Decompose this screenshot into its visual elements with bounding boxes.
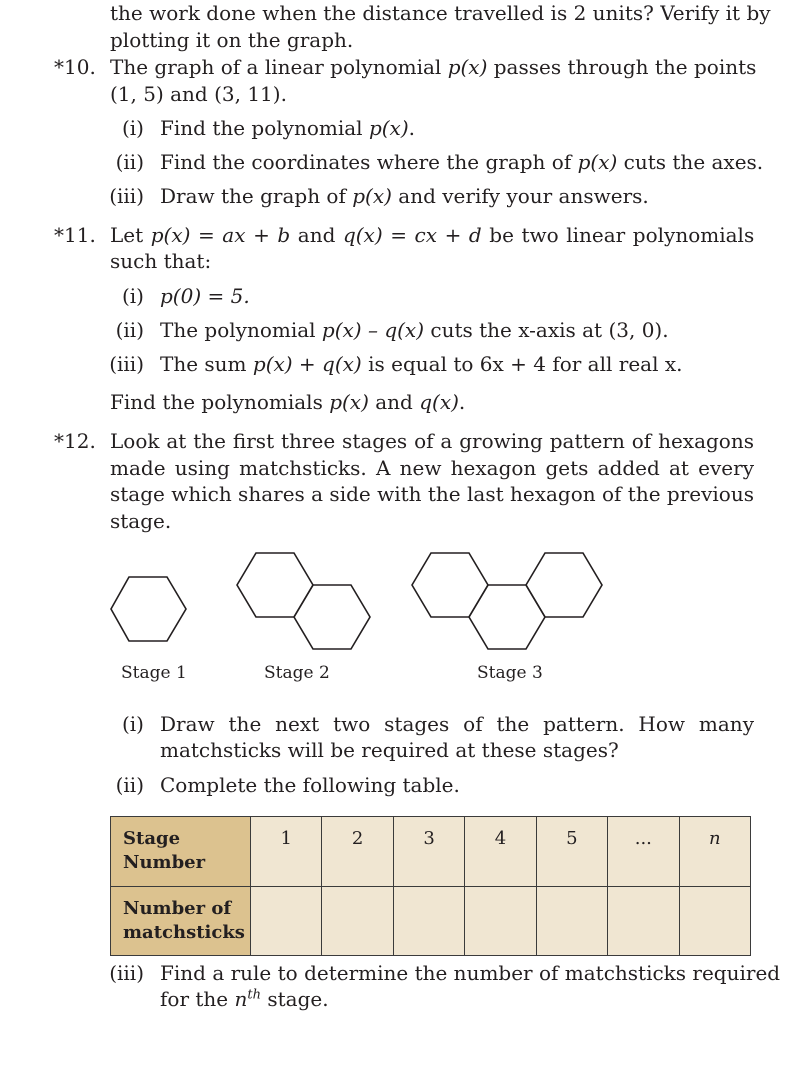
q10-part-ii-number: (ii) bbox=[115, 150, 144, 174]
table-cell-stage: n bbox=[679, 817, 750, 887]
q10-part-i-text: Find the polynomial p(x). bbox=[160, 116, 415, 140]
stage-3-hexagon-1 bbox=[412, 553, 488, 617]
stage-1-label: Stage 1 bbox=[121, 663, 187, 683]
q12-part-iii-number: (iii) bbox=[109, 961, 144, 985]
table-cell-empty bbox=[251, 887, 322, 956]
q11-part-i-text: p(0) = 5. bbox=[160, 284, 250, 308]
question-12-line-1: Look at the first three stages of a growing pattern of hexagons bbox=[110, 429, 754, 453]
q12-part-i-line-2: matchsticks will be required at these stages? bbox=[160, 738, 619, 762]
table-cell-stage: 2 bbox=[322, 817, 393, 887]
matchsticks-table bbox=[110, 816, 751, 956]
question-12-line-4: stage. bbox=[110, 509, 172, 533]
table-cell-stage: 5 bbox=[536, 817, 607, 887]
question-12-line-3: stage which shares a side with the last hexagon of the previous bbox=[110, 482, 754, 506]
table-header-matchsticks: Number of matchsticks bbox=[111, 887, 251, 956]
table-cell-stage: 4 bbox=[465, 817, 536, 887]
question-11-number: *11. bbox=[54, 223, 96, 247]
question-12-number: *12. bbox=[54, 429, 96, 453]
question-11-line-2: such that: bbox=[110, 249, 212, 273]
question-11-line-1: Let p(x) = ax + b and q(x) = cx + d be two linear polynomials bbox=[110, 223, 755, 247]
stage-2-hexagon-1 bbox=[237, 553, 313, 617]
q10-part-iii-number: (iii) bbox=[109, 184, 144, 208]
q11-part-iii-text: The sum p(x) + q(x) is equal to 6x + 4 for all real x. bbox=[160, 352, 683, 376]
question-10-line-1: The graph of a linear polynomial p(x) passes through the points bbox=[110, 55, 757, 79]
q12-part-iii-line-2: for the $n^{th}$ stage. bbox=[160, 987, 329, 1011]
stage-2-hexagon-2 bbox=[294, 585, 370, 649]
question-10-line-2: (1, 5) and (3, 11). bbox=[110, 82, 287, 106]
intro-line-1: the work done when the distance travelled is 2 units? Verify it by bbox=[110, 1, 771, 25]
q11-part-ii-number: (ii) bbox=[115, 318, 144, 342]
question-12-line-2: made using matchsticks. A new hexagon gets added at every bbox=[110, 456, 754, 480]
q12-part-ii-text: Complete the following table. bbox=[160, 773, 460, 797]
table-cell-empty bbox=[536, 887, 607, 956]
table-cell-empty bbox=[465, 887, 536, 956]
q11-part-ii-text: The polynomial p(x) – q(x) cuts the x-axis at (3, 0). bbox=[160, 318, 669, 342]
table-cell-empty bbox=[322, 887, 393, 956]
table-header-stage-number: Stage Number bbox=[111, 817, 251, 887]
table-cell-stage: 1 bbox=[251, 817, 322, 887]
q11-find-line: Find the polynomials p(x) and q(x). bbox=[110, 390, 466, 414]
q12-part-i-number: (i) bbox=[121, 712, 144, 736]
q12-part-i-line-1: Draw the next two stages of the pattern. How many bbox=[160, 712, 754, 736]
q11-part-iii-number: (iii) bbox=[109, 352, 144, 376]
q12-part-ii-number: (ii) bbox=[115, 773, 144, 797]
stage-1-hexagon bbox=[111, 577, 186, 641]
table-row-stage-number bbox=[111, 817, 751, 887]
q10-part-ii-text: Find the coordinates where the graph of p(x) cuts the axes. bbox=[160, 150, 764, 174]
table-cell-empty bbox=[608, 887, 679, 956]
table-cell-stage: 3 bbox=[393, 817, 464, 887]
table-cell-stage: ... bbox=[608, 817, 679, 887]
stage-2-label: Stage 2 bbox=[264, 663, 330, 683]
q11-part-i-number: (i) bbox=[121, 284, 144, 308]
table-cell-empty bbox=[679, 887, 750, 956]
stage-3-label: Stage 3 bbox=[477, 663, 543, 683]
stage-3-hexagon-3 bbox=[526, 553, 602, 617]
intro-line-2: plotting it on the graph. bbox=[110, 28, 354, 52]
stage-3-hexagon-2 bbox=[469, 585, 545, 649]
q10-part-i-number: (i) bbox=[121, 116, 144, 140]
question-10-number: *10. bbox=[54, 55, 96, 79]
table-row-matchsticks bbox=[111, 887, 751, 956]
q12-part-iii-line-1: Find a rule to determine the number of matchsticks required bbox=[160, 961, 781, 985]
table-cell-empty bbox=[393, 887, 464, 956]
q10-part-iii-text: Draw the graph of p(x) and verify your answers. bbox=[160, 184, 649, 208]
